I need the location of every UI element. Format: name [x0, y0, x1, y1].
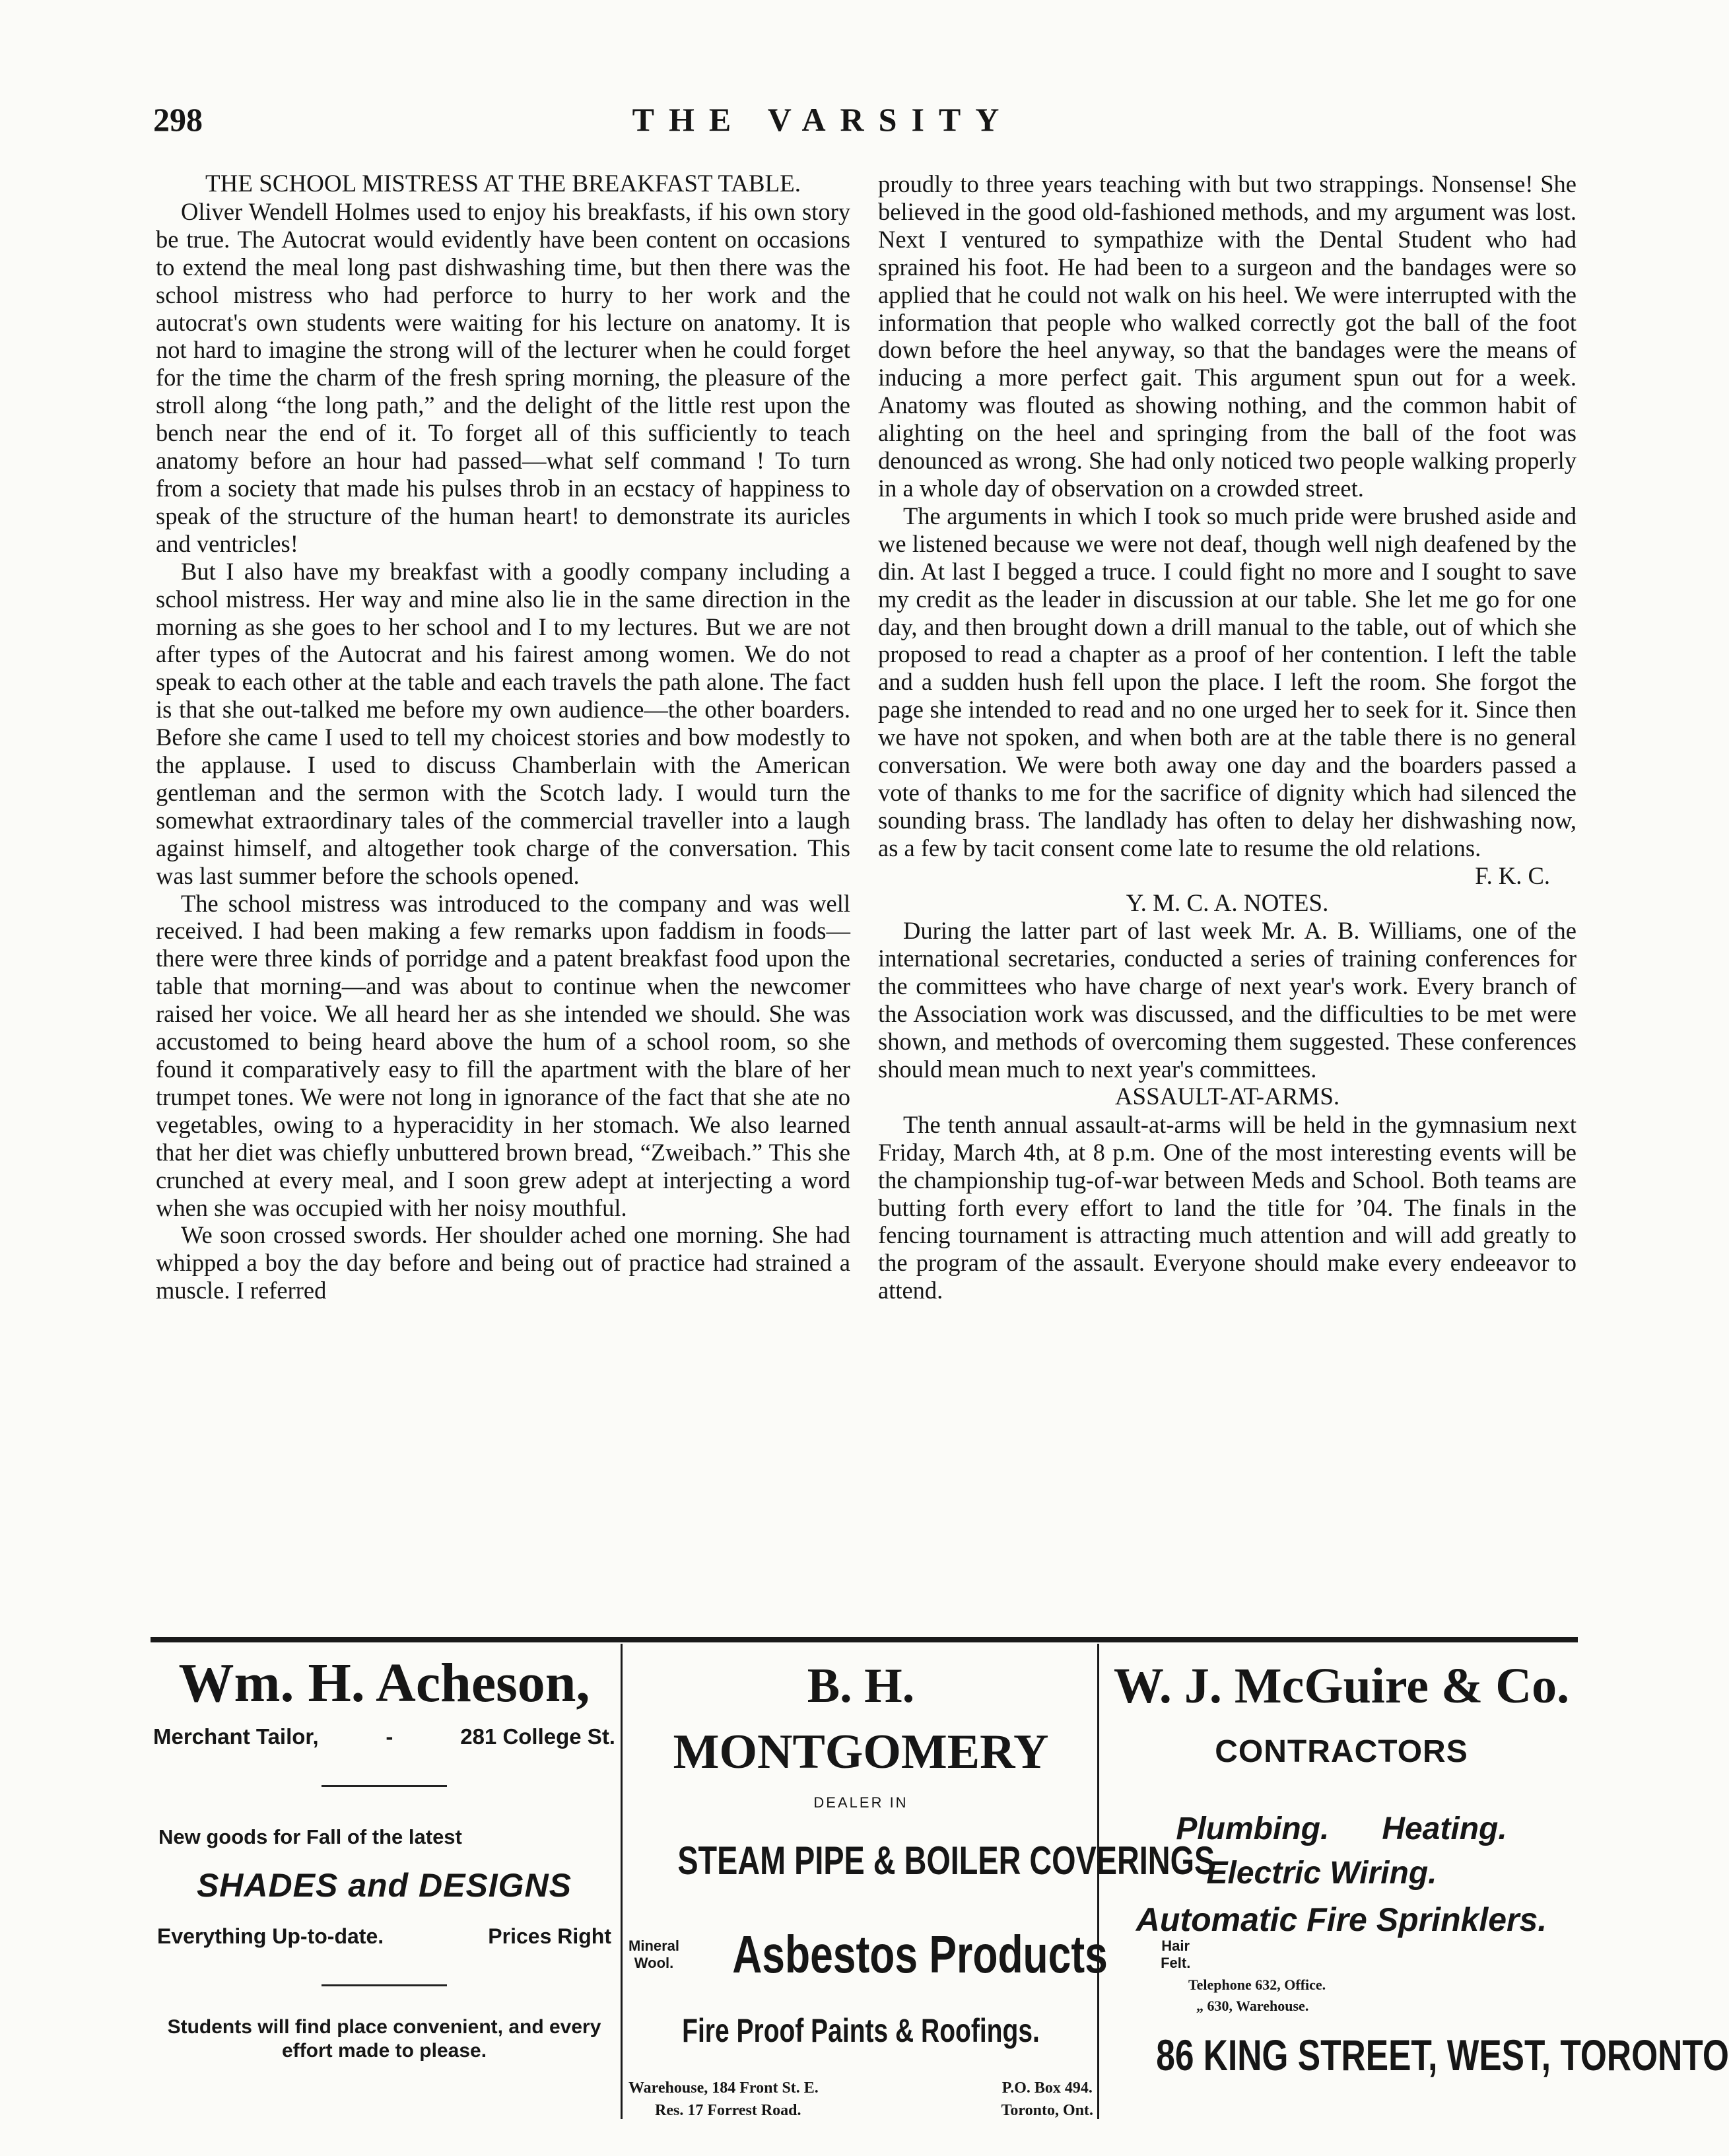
ad-footer: Students will find place convenient, and every effort made to please.: [167, 2016, 601, 2062]
page-header: [0, 99, 1646, 145]
ad-asbestos-row: [626, 1925, 1191, 1984]
ad-service: Plumbing.: [1176, 1811, 1330, 1846]
ad-name: W. J. McGuire & Co.: [1113, 1658, 1570, 1714]
ad-dealer: DEALER IN: [813, 1794, 908, 1811]
divider: [322, 1785, 447, 1787]
article-title-assault: ASSAULT-AT-ARMS.: [1114, 1083, 1340, 1110]
ad-line: New goods for Fall of the latest: [158, 1825, 462, 1848]
ad-tel: Telephone 632, Office.: [1188, 1976, 1326, 1993]
ad-contact: [626, 2077, 1096, 2122]
ad-services-row: [1104, 1811, 1579, 1847]
author-signature: F. K. C.: [1475, 861, 1550, 889]
column-left: [156, 170, 850, 1304]
ad-divider: [621, 1644, 623, 2119]
ad-small-right: Hair Felt.: [1161, 1937, 1191, 1971]
ad-tel: „ 630, Warehouse.: [1196, 1998, 1309, 2014]
ad-section-rule: [151, 1637, 1578, 1642]
ad-left: Everything Up-to-date.: [157, 1924, 384, 1948]
ad-trade: Merchant Tailor,: [153, 1724, 319, 1749]
ad-telephones: [1104, 1974, 1579, 2017]
ad-pobox: P.O. Box 494.: [1001, 2079, 1093, 2097]
ad-residence: Res. 17 Forrest Road.: [655, 2102, 801, 2119]
paragraph: We soon crossed swords. Her shoulder ached one morning. She had whipped a boy the day before and being out of practice had strained a muscle. I referred: [156, 1221, 850, 1304]
paragraph: proudly to three years teaching with but two strappings. Nonsense! She believed in the good old-fashioned methods, and my argument was lost. Next I ventured to sympathize with the Dental Student who had sprained his foot. He had been to a surgeon and the bandages were so applied that he could not walk on his heel. We were interrupted with the information that people who walked correctly got the ball of the foot down before the heel anyway, so that the bandages were the means of inducing a more perfect gait. This argument spun out for a week. Anatomy was flouted as showing nothing, and the common habit of alighting on the heel and springing from the ball of the foot was denounced as wrong. She had only noticed two people walking properly in a whole day of observation on a crowded street.: [878, 170, 1576, 502]
ad-trade-row: [153, 1724, 615, 1749]
ad-montgomery: [626, 1649, 1215, 2122]
ad-name: B. H. MONTGOMERY: [673, 1659, 1049, 1779]
ad-address: 281 College St.: [460, 1724, 615, 1749]
paragraph: During the latter part of last week Mr. A. B. Williams, one of the international secretaries, conducted a series of training conferences for the committees who have charge of next year's work. Every branch of the Association work was discussed, and the difficulties to be met were shown, and methods of overcoming them suggested. These conferences should mean much to next year's committees.: [878, 917, 1576, 1083]
ad-mcguire: [1104, 1649, 1729, 2080]
ad-address: 86 KING STREET, WEST, TORONTO: [1156, 2031, 1729, 2079]
ad-right: Prices Right: [488, 1924, 611, 1948]
ad-name: Wm. H. Acheson,: [178, 1652, 590, 1714]
ad-acheson: [153, 1649, 615, 2063]
ad-row: [153, 1924, 615, 1949]
column-right: [878, 170, 1576, 1304]
paragraph: The school mistress was introduced to the company and was well received. I had been making a few remarks upon faddism in foods—there were three kinds of porridge and a patent breakfast food upon the table that morning—and was about to continue when the newcomer raised her voice. We all heard her as she intended we should. She was accustomed to being heard above the hum of a school room, so she found it comparatively easy to fill the apartment with the blare of her trumpet tones. We were not long in ignorance of the fact that she ate no vegetables, owing to a hyperacidity in her stomach. We also learned that her diet was chiefly unbuttered brown bread, “Zweibach.” This she crunched at every meal, and I soon grew adept at interjecting a word when she was occupied with her noisy mouthful.: [156, 889, 850, 1221]
ad-headline: SHADES and DESIGNS: [196, 1867, 572, 1904]
divider: [322, 1984, 447, 1986]
article-title-ymca: Y. M. C. A. NOTES.: [1126, 889, 1329, 917]
ad-service: Heating.: [1382, 1811, 1507, 1846]
paragraph: But I also have my breakfast with a goodly company including a school mistress. Her way and mine also lie in the same direction in the morning as she goes to her school and I to my lectures. But we are not after types of the Autocrat and his fairest among women. We do not speak to each other at the table and each travels the path alone. The fact is that she out-talked me before my own audience—the other boarders. Before she came I used to tell my choicest stories and bow modestly to the applause. I used to discuss Chamberlain with the American gentleman and the sermon with the Scotch lady. I would turn the somewhat extraordinary tales of the commercial traveller into a laugh against himself, and altogether took charge of the conversation. This was last summer before the schools opened.: [156, 557, 850, 889]
ad-contractors: CONTRACTORS: [1215, 1734, 1468, 1769]
ad-line: STEAM PIPE & BOILER COVERINGS: [677, 1838, 1215, 1883]
paragraph: Oliver Wendell Holmes used to enjoy his breakfasts, if his own story be true. The Autocrat would evidently have been content on occasions to extend the meal long past dishwashing time, but then there was the school mistress who had perforce to hurry to her work and the autocrat's own students were waiting for his lecture on anatomy. It is not hard to imagine the strong will of the lecturer when he could forget for the time the charm of the fresh spring morning, the pleasure of the stroll along “the long path,” and the delight of the little rest upon the bench near the end of it. To forget all of this sufficiently to teach anatomy before an hour had passed—what self command ! To turn from a society that made his pulses throb in an ecstacy of happiness to speak of the structure of the human heart! to demonstrate its auricles and ventricles!: [156, 197, 850, 557]
ad-asbestos: Asbestos Products: [732, 1925, 1108, 1984]
ad-line: Fire Proof Paints & Roofings.: [682, 2012, 1040, 2049]
ad-small-left: Mineral Wool.: [628, 1937, 680, 1971]
ad-service: Automatic Fire Sprinklers.: [1136, 1901, 1547, 1938]
page-number: 298: [153, 101, 203, 138]
ad-dash: -: [386, 1724, 393, 1749]
paragraph: The tenth annual assault-at-arms will be held in the gymnasium next Friday, March 4th, at 8 p.m. One of the most interesting events will be the championship tug-of-war between Meds and School. Both teams are butting forth every effort to land the title for ’04. The finals in the fencing tournament is attracting much attention and will add greatly to the program of the assault. Everyone should make every endeeavor to attend.: [878, 1110, 1576, 1304]
ad-city: Toronto, Ont.: [1001, 2102, 1093, 2119]
paragraph: The arguments in which I took so much pride were brushed aside and we listened because we were not deaf, though well nigh deafened by the din. At last I begged a truce. I could fight no more and I sought to save my credit as the leader in discussion at our table. She let me go for one day, and then brought down a drill manual to the table, out of which she proposed to read a chapter as a proof of her contention. I left the table and a sudden hush fell upon the place. I left the room. She forgot the page she intended to read and no one urged her to seek for it. Since then we have not spoken, and when both are at the table there is no general conversation. We were both away one day and the boarders passed a vote of thanks to me for the sacrifice of dignity which had silenced the sounding brass. The landlady has often to delay her dishwashing now, as a few by tacit consent come late to resume the old relations.: [878, 502, 1576, 861]
ad-warehouse: Warehouse, 184 Front St. E.: [628, 2079, 819, 2097]
publication-title: THE VARSITY: [632, 101, 1014, 138]
ad-service: Electric Wiring.: [1206, 1856, 1437, 1891]
article-title-school-mistress: THE SCHOOL MISTRESS AT THE BREAKFAST TABLE.: [205, 170, 801, 197]
